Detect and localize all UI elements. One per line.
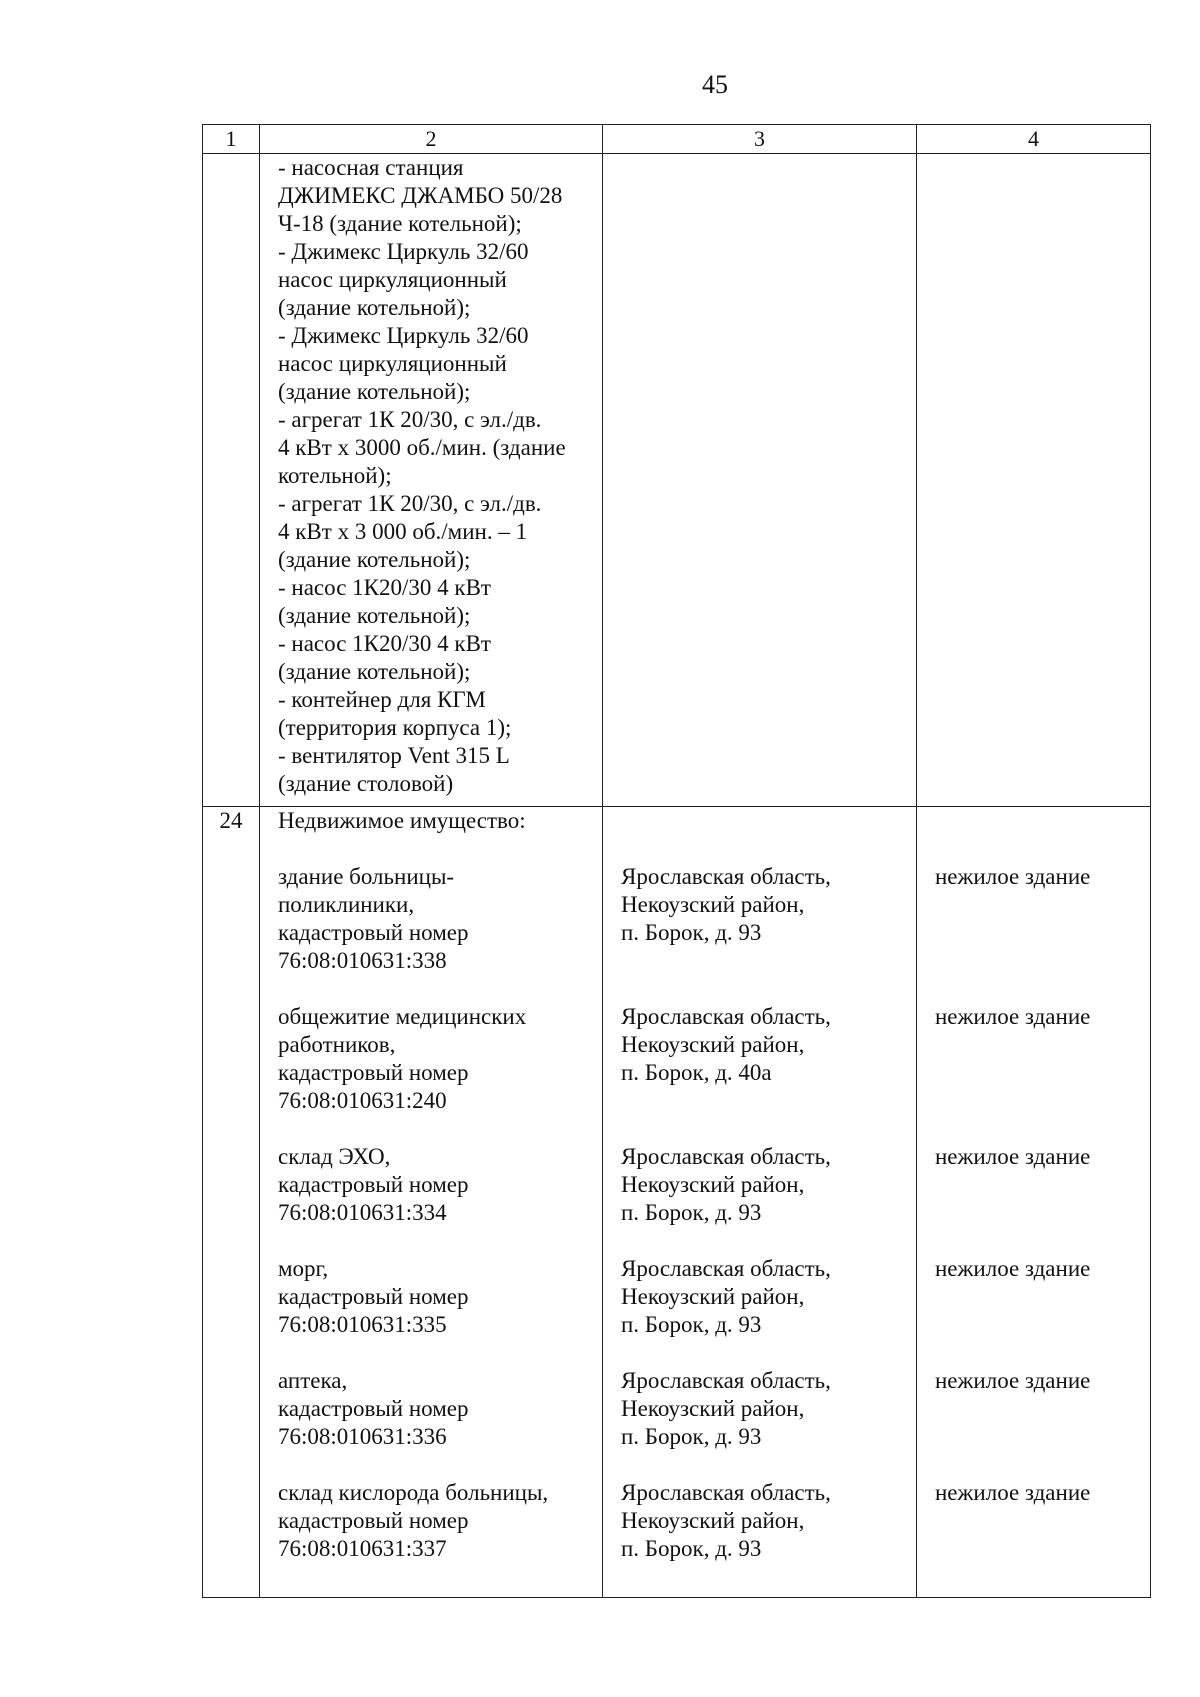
equipment-line: 4 кВт х 3000 об./мин. (здание (278, 435, 566, 460)
property-name-line: кадастровый номер (278, 1508, 469, 1533)
property-purpose-group (935, 863, 1146, 975)
equipment-line: насос циркуляционный (278, 351, 507, 376)
property-address-line: п. Борок, д. 93 (621, 1200, 762, 1225)
property-address-line: Некоузский район, (621, 1172, 805, 1197)
property-purpose-group (935, 1143, 1146, 1227)
property-address-line: п. Борок, д. 93 (621, 1312, 762, 1337)
property-name-line: кадастровый номер (278, 1172, 469, 1197)
property-address-line: Ярославская область, (621, 1256, 831, 1281)
property-address-line: п. Борок, д. 93 (621, 920, 762, 945)
equipment-line: Ч-18 (здание котельной); (278, 211, 522, 236)
equipment-line: (территория корпуса 1); (278, 715, 512, 740)
property-address-group (621, 1003, 912, 1115)
property-address-line: Ярославская область, (621, 1368, 831, 1393)
equipment-list (260, 154, 602, 798)
property-purpose: нежилое здание (935, 864, 1091, 889)
spacer-line (935, 835, 1146, 863)
property-name-line: общежитие медицинских (278, 1004, 527, 1029)
equipment-line: котельной); (278, 463, 392, 488)
equipment-line: - насосная станция (278, 155, 464, 180)
cell-address-empty (603, 154, 917, 807)
property-purpose: нежилое здание (935, 1256, 1091, 1281)
equipment-line: (здание котельной); (278, 547, 471, 572)
spacer-line (278, 835, 598, 863)
property-table (202, 124, 1151, 1598)
property-name-line: склад кислорода больницы, (278, 1480, 549, 1505)
row-number: 24 (203, 807, 260, 1598)
property-name-line: 76:08:010631:240 (278, 1088, 447, 1113)
property-name-group (278, 1367, 598, 1451)
page-number: 45 (702, 70, 728, 99)
equipment-line: (здание котельной); (278, 295, 471, 320)
property-purpose-group (935, 1367, 1146, 1451)
property-purpose-group (935, 1255, 1146, 1339)
property-name-group (278, 1255, 598, 1339)
equipment-line: (здание котельной); (278, 659, 471, 684)
property-purpose: нежилое здание (935, 1480, 1091, 1505)
cell-purpose-empty (917, 154, 1151, 807)
property-address-group (621, 1143, 912, 1227)
property-purposes-cell (917, 807, 1151, 1598)
property-name-group (278, 1003, 598, 1115)
property-address-line: Некоузский район, (621, 1032, 805, 1057)
property-purpose-group (935, 1479, 1146, 1563)
property-address-line: Некоузский район, (621, 1284, 805, 1309)
equipment-line: (здание котельной); (278, 379, 471, 404)
equipment-line: - вентилятор Vent 315 L (278, 743, 510, 768)
property-name-line: кадастровый номер (278, 1060, 469, 1085)
spacer-line (621, 835, 912, 863)
property-name-line: здание больницы- (278, 864, 455, 889)
equipment-line: (здание котельной); (278, 603, 471, 628)
property-address-line: Ярославская область, (621, 1144, 831, 1169)
property-name-group (278, 1479, 598, 1563)
property-purpose: нежилое здание (935, 1368, 1091, 1393)
property-name-line: склад ЭХО, (278, 1144, 391, 1169)
property-address-group (621, 863, 912, 975)
cell-number-empty (203, 154, 260, 807)
header-cell-4: 4 (917, 125, 1151, 154)
property-purpose: нежилое здание (935, 1144, 1091, 1169)
equipment-line: - насос 1К20/30 4 кВт (278, 575, 491, 600)
property-address-group (621, 1367, 912, 1451)
property-address-group (621, 1255, 912, 1339)
property-name-line: кадастровый номер (278, 1396, 469, 1421)
header-cell-2: 2 (260, 125, 603, 154)
property-name-line: 76:08:010631:334 (278, 1200, 447, 1225)
property-name-line: 76:08:010631:337 (278, 1536, 447, 1561)
property-address-line: п. Борок, д. 40а (621, 1060, 772, 1085)
property-purpose-group (935, 1003, 1146, 1115)
property-purposes (917, 807, 1150, 1563)
equipment-line: - контейнер для КГМ (278, 687, 486, 712)
property-name-line: морг, (278, 1256, 329, 1281)
property-address-line: Ярославская область, (621, 1004, 831, 1029)
property-names-cell (260, 807, 603, 1598)
property-names (260, 807, 602, 1563)
property-name-line: 76:08:010631:335 (278, 1312, 447, 1337)
equipment-line: (здание столовой) (278, 771, 454, 796)
property-addresses (603, 807, 916, 1563)
equipment-list-cell (260, 154, 603, 807)
equipment-line: 4 кВт х 3 000 об./мин. – 1 (278, 519, 528, 544)
property-address-line: Некоузский район, (621, 1508, 805, 1533)
equipment-line: - Джимекс Циркуль 32/60 (278, 323, 529, 348)
property-name-line: 76:08:010631:338 (278, 948, 447, 973)
property-name-line: кадастровый номер (278, 1284, 469, 1309)
property-name-line: кадастровый номер (278, 920, 469, 945)
equipment-line: - Джимекс Циркуль 32/60 (278, 239, 529, 264)
equipment-line: насос циркуляционный (278, 267, 507, 292)
equipment-line: - насос 1К20/30 4 кВт (278, 631, 491, 656)
header-cell-1: 1 (203, 125, 260, 154)
property-address-line: п. Борок, д. 93 (621, 1424, 762, 1449)
property-name-line: аптека, (278, 1368, 348, 1393)
property-name-line: 76:08:010631:336 (278, 1424, 447, 1449)
spacer-line (935, 807, 1146, 835)
property-address-line: Некоузский район, (621, 892, 805, 917)
table-row-continued (203, 154, 1151, 807)
property-address-line: Некоузский район, (621, 1396, 805, 1421)
property-addresses-cell (603, 807, 917, 1598)
property-address-line: Ярославская область, (621, 864, 831, 889)
property-address-group (621, 1479, 912, 1563)
header-cell-3: 3 (603, 125, 917, 154)
property-name-group (278, 1143, 598, 1227)
section-heading: Недвижимое имущество: (278, 808, 526, 833)
property-name-line: работников, (278, 1032, 396, 1057)
table-row-24 (203, 807, 1151, 1598)
equipment-line: - агрегат 1К 20/30, с эл./дв. (278, 407, 542, 432)
property-name-group (278, 863, 598, 975)
equipment-line: - агрегат 1К 20/30, с эл./дв. (278, 491, 542, 516)
property-address-line: п. Борок, д. 93 (621, 1536, 762, 1561)
spacer-line (621, 807, 912, 835)
property-purpose: нежилое здание (935, 1004, 1091, 1029)
table-header-row (203, 125, 1151, 154)
equipment-line: ДЖИМЕКС ДЖАМБО 50/28 (278, 183, 563, 208)
property-address-line: Ярославская область, (621, 1480, 831, 1505)
property-name-line: поликлиники, (278, 892, 415, 917)
